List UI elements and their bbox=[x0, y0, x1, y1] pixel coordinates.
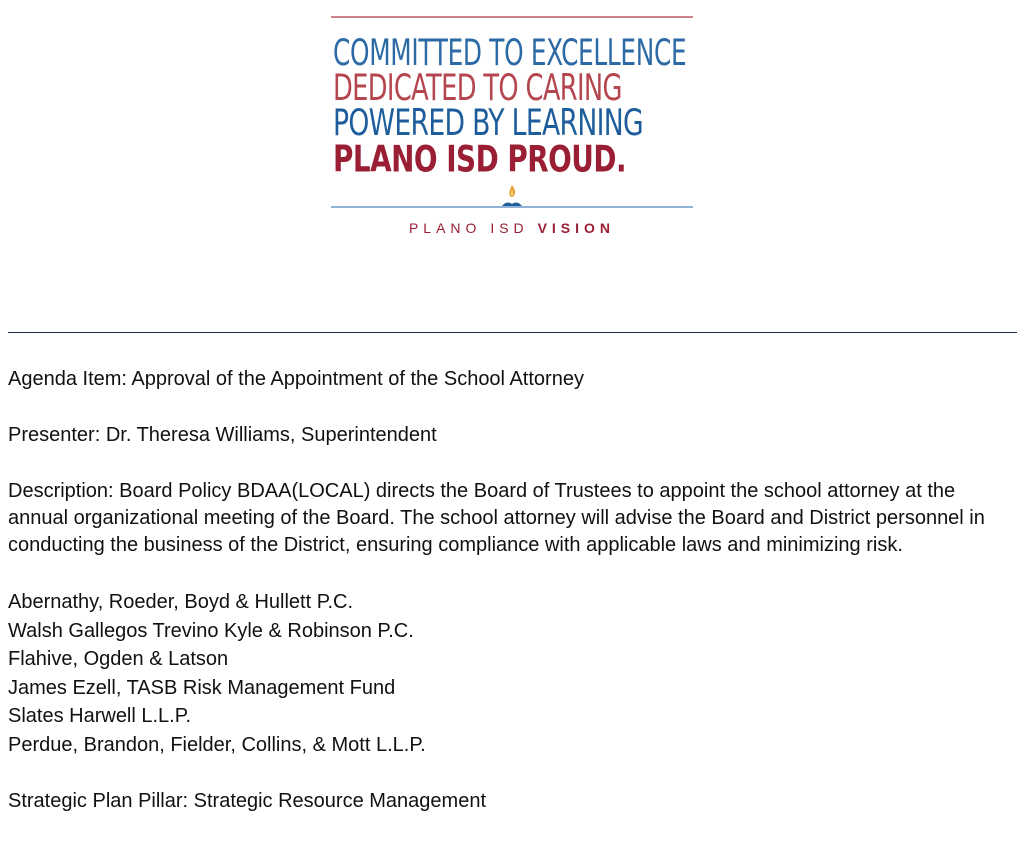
plano-isd-vision-logo bbox=[331, 16, 693, 240]
logo-line-learning: POWERED BY LEARNING bbox=[333, 102, 644, 145]
attorney-list-item: Abernathy, Roeder, Boyd & Hullett P.C. bbox=[8, 591, 354, 613]
logo-vision-prefix: PLANO ISD bbox=[408, 220, 529, 236]
attorney-list-item: Perdue, Brandon, Fielder, Collins, & Mott L.L.P. bbox=[8, 733, 426, 756]
agenda-item: Agenda Item: Approval of the Appointment of the School Attorney bbox=[8, 368, 584, 390]
logo-line-excellence: COMMITTED TO EXCELLENCE bbox=[333, 32, 687, 75]
section-divider bbox=[8, 332, 1017, 333]
logo-line-proud: PLANO ISD PROUD. bbox=[333, 137, 627, 181]
logo-bottom-rule bbox=[331, 206, 693, 208]
agenda-document bbox=[8, 366, 1016, 844]
logo-vision-word: VISION bbox=[537, 220, 616, 236]
agenda-description: Description: Board Policy BDAA(LOCAL) directs the Board of Trustees to appoint the school attorney at the annual organizational meeting of the Board. The school attorney will advise the Board and District personnel in conducting the business of the District, ensuring compliance with applicable laws and minimizing risk. bbox=[8, 480, 985, 556]
attorney-list-item: Flahive, Ogden & Latson bbox=[8, 648, 229, 670]
logo-line-caring: DEDICATED TO CARING bbox=[333, 67, 622, 110]
attorney-list bbox=[8, 588, 1016, 759]
attorney-list-item: Walsh Gallegos Trevino Kyle & Robinson P.C. bbox=[8, 619, 414, 642]
attorney-list-item: James Ezell, TASB Risk Management Fund bbox=[8, 676, 396, 699]
strategic-plan-pillar: Strategic Plan Pillar: Strategic Resource Management bbox=[8, 790, 487, 812]
attorney-list-item: Slates Harwell L.L.P. bbox=[8, 705, 192, 727]
logo-vision-caption bbox=[331, 220, 693, 236]
logo-top-rule bbox=[331, 16, 693, 18]
agenda-presenter: Presenter: Dr. Theresa Williams, Superintendent bbox=[8, 424, 437, 446]
